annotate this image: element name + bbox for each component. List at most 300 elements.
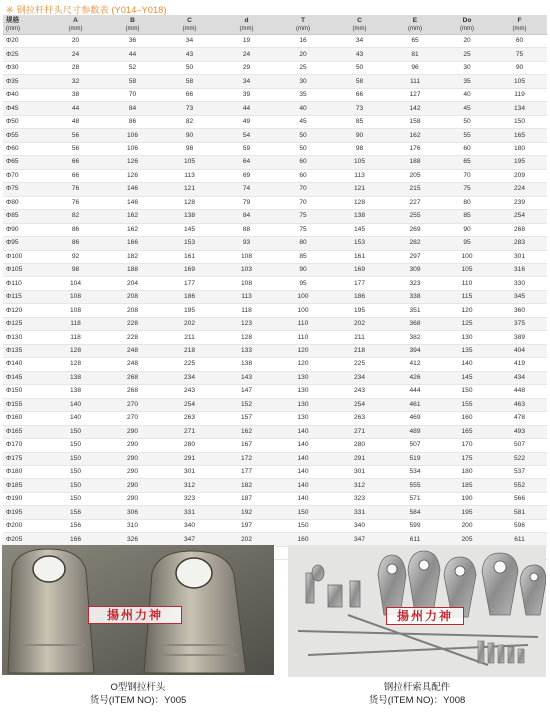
table-cell: 218 [161,344,218,357]
column-header-unit: (mm) [512,25,527,32]
table-cell: 50 [442,115,492,128]
table-cell: 360 [492,304,547,317]
table-cell: 555 [388,479,442,492]
table-row [3,115,547,128]
table-cell: 75 [442,183,492,196]
table-cell: 150 [47,466,104,479]
table-cell: 118 [218,304,275,317]
table-cell: 596 [492,519,547,532]
column-header [161,15,218,35]
table-cell: 59 [218,142,275,155]
column-header-name: B [130,16,135,24]
table-row [3,344,547,357]
table-cell: 271 [161,425,218,438]
column-header [388,15,442,35]
table-cell: 268 [104,371,161,384]
table-cell: 175 [442,452,492,465]
table-cell: 143 [218,371,275,384]
table-cell: 35 [442,75,492,88]
table-cell: 66 [161,88,218,101]
table-cell: 224 [492,183,547,196]
table-cell: 70 [442,169,492,182]
table-cell: 188 [104,263,161,276]
table-cell: 44 [218,102,275,115]
table-cell: 310 [104,519,161,532]
table-cell: 58 [161,75,218,88]
table-cell: 340 [331,519,388,532]
table-cell: 138 [331,210,388,223]
column-header [331,15,388,35]
column-header-name: 规格 [6,16,20,24]
table-cell: 254 [492,210,547,223]
table-cell: 70 [275,196,331,209]
spec-table-body [3,35,547,560]
table-cell: 160 [442,412,492,425]
table-cell: 243 [161,385,218,398]
table-cell: 534 [388,466,442,479]
table-cell: 55 [442,129,492,142]
table-cell: 170 [442,439,492,452]
table-cell: 70 [104,88,161,101]
table-cell: 161 [331,250,388,263]
spec-size-cell: Φ130 [3,331,47,344]
spec-size-cell: Φ50 [3,115,47,128]
table-cell: 130 [275,412,331,425]
table-cell: 290 [104,452,161,465]
table-cell: 119 [492,88,547,101]
table-cell: 268 [104,385,161,398]
table-cell: 65 [388,35,442,48]
table-cell: 85 [442,210,492,223]
table-cell: 48 [47,115,104,128]
table-cell: 162 [104,210,161,223]
table-row [3,129,547,142]
table-cell: 167 [218,439,275,452]
table-cell: 104 [47,277,104,290]
table-cell: 208 [104,290,161,303]
product-item-number: 货号(ITEM NO)：Y005 [89,695,187,706]
table-cell: 331 [161,506,218,519]
table-cell: 106 [104,129,161,142]
table-cell: 44 [104,48,161,61]
table-cell: 205 [388,169,442,182]
table-cell: 270 [104,412,161,425]
table-title-text: 钢拉杆杆头尺寸参数表 (Y014–Y018) [16,5,167,15]
table-cell: 138 [161,210,218,223]
table-cell: 127 [388,88,442,101]
spec-size-cell: Φ110 [3,277,47,290]
table-cell: 58 [104,75,161,88]
table-cell: 312 [161,479,218,492]
table-cell: 297 [388,250,442,263]
table-cell: 283 [492,237,547,250]
column-header-unit: (mm) [68,25,83,32]
table-cell: 301 [161,466,218,479]
table-cell: 291 [331,452,388,465]
table-cell: 507 [492,439,547,452]
table-cell: 108 [218,277,275,290]
table-cell: 25 [275,61,331,74]
table-cell: 434 [492,371,547,384]
spec-size-cell: Φ60 [3,142,47,155]
table-row [3,210,547,223]
table-cell: 290 [104,439,161,452]
spec-size-cell: Φ125 [3,317,47,330]
spec-size-cell: Φ165 [3,425,47,438]
spec-size-cell: Φ135 [3,344,47,357]
table-cell: 176 [388,142,442,155]
table-cell: 340 [161,519,218,532]
spec-size-cell: Φ40 [3,88,47,101]
table-cell: 100 [442,250,492,263]
table-cell: 211 [331,331,388,344]
table-cell: 599 [388,519,442,532]
table-cell: 134 [492,102,547,115]
table-row [3,75,547,88]
table-cell: 25 [442,48,492,61]
spec-size-cell: Φ155 [3,398,47,411]
table-cell: 186 [331,290,388,303]
spec-size-cell: Φ170 [3,439,47,452]
table-cell: 90 [331,129,388,142]
table-cell: 519 [388,452,442,465]
spec-size-cell: Φ115 [3,290,47,303]
table-cell: 130 [275,398,331,411]
column-header-name: C [357,16,362,24]
table-cell: 169 [161,263,218,276]
table-cell: 40 [275,102,331,115]
table-cell: 571 [388,492,442,505]
reference-mark: ※ [6,5,14,15]
table-cell: 60 [275,156,331,169]
table-cell: 138 [47,371,104,384]
table-cell: 218 [331,344,388,357]
table-cell: 338 [388,290,442,303]
table-cell: 120 [442,304,492,317]
table-cell: 419 [492,358,547,371]
table-cell: 248 [104,358,161,371]
table-cell: 382 [388,331,442,344]
table-cell: 243 [331,385,388,398]
table-cell: 581 [492,506,547,519]
table-row [3,156,547,169]
table-cell: 211 [161,331,218,344]
table-cell: 105 [492,75,547,88]
table-cell: 135 [442,344,492,357]
spec-size-cell: Φ200 [3,519,47,532]
table-cell: 90 [275,263,331,276]
table-cell: 552 [492,479,547,492]
column-header [492,15,547,35]
spec-size-cell: Φ35 [3,75,47,88]
table-row [3,223,547,236]
table-cell: 128 [218,331,275,344]
table-cell: 186 [161,290,218,303]
table-cell: 165 [442,425,492,438]
table-cell: 75 [275,210,331,223]
spec-size-cell: Φ80 [3,196,47,209]
table-cell: 150 [442,385,492,398]
table-cell: 108 [47,304,104,317]
table-cell: 157 [218,412,275,425]
table-cell: 140 [442,358,492,371]
table-cell: 195 [442,506,492,519]
table-cell: 79 [218,196,275,209]
table-cell: 29 [218,61,275,74]
table-cell: 36 [104,35,161,48]
table-cell: 74 [218,183,275,196]
table-cell: 180 [442,466,492,479]
table-cell: 150 [47,452,104,465]
column-header [442,15,492,35]
table-cell: 312 [331,479,388,492]
table-cell: 30 [442,61,492,74]
table-cell: 150 [47,492,104,505]
table-cell: 522 [492,452,547,465]
table-cell: 478 [492,412,547,425]
table-cell: 60 [492,35,547,48]
table-cell: 301 [492,250,547,263]
table-cell: 228 [104,317,161,330]
table-cell: 155 [442,398,492,411]
table-cell: 86 [47,237,104,250]
spec-size-cell: Φ120 [3,304,47,317]
column-header-name: T [300,16,306,24]
table-cell: 20 [275,48,331,61]
spec-size-cell: Φ175 [3,452,47,465]
table-row [3,439,547,452]
table-cell: 182 [104,250,161,263]
table-cell: 192 [218,506,275,519]
table-row [3,102,547,115]
table-cell: 345 [492,290,547,303]
table-cell: 269 [388,223,442,236]
column-header-unit: (mm) [460,25,474,32]
table-cell: 351 [388,304,442,317]
table-cell: 86 [47,223,104,236]
table-cell: 188 [388,156,442,169]
column-header [275,15,331,35]
table-cell: 35 [275,88,331,101]
table-cell: 56 [47,142,104,155]
table-row [3,425,547,438]
table-cell: 45 [442,102,492,115]
table-cell: 145 [331,223,388,236]
table-row [3,412,547,425]
table-cell: 202 [218,533,275,546]
table-row [3,263,547,276]
table-cell: 92 [47,250,104,263]
table-cell: 39 [218,88,275,101]
table-cell: 121 [331,183,388,196]
table-cell: 76 [47,196,104,209]
table-cell: 16 [275,35,331,48]
table-cell: 368 [388,317,442,330]
table-row [3,237,547,250]
table-cell: 169 [331,263,388,276]
table-cell: 130 [442,331,492,344]
table-cell: 90 [492,61,547,74]
table-cell: 50 [275,129,331,142]
table-cell: 80 [442,196,492,209]
table-cell: 316 [492,263,547,276]
column-header-name: A [73,16,78,24]
table-row [3,196,547,209]
table-cell: 150 [47,479,104,492]
table-cell: 140 [47,412,104,425]
column-header-name: E [412,16,418,24]
table-cell: 105 [161,156,218,169]
spec-size-cell: Φ90 [3,223,47,236]
table-row [3,142,547,155]
table-cell: 30 [275,75,331,88]
table-cell: 166 [104,237,161,250]
table-cell: 145 [161,223,218,236]
table-cell: 113 [331,169,388,182]
table-cell: 153 [331,237,388,250]
product-name: O型钢拉杆头 [110,682,166,693]
table-row [3,317,547,330]
column-header-unit: (mm) [239,25,254,32]
table-cell: 115 [442,290,492,303]
table-cell: 100 [275,304,331,317]
spec-size-cell: Φ160 [3,412,47,425]
table-cell: 24 [47,48,104,61]
table-cell: 100 [275,290,331,303]
table-cell: 375 [492,317,547,330]
table-cell: 347 [331,533,388,546]
table-cell: 323 [388,277,442,290]
table-cell: 130 [275,385,331,398]
table-cell: 38 [47,88,104,101]
table-cell: 255 [388,210,442,223]
table-cell: 200 [442,519,492,532]
table-cell: 271 [331,425,388,438]
table-cell: 85 [331,115,388,128]
table-cell: 93 [218,237,275,250]
table-cell: 248 [104,344,161,357]
table-cell: 54 [218,129,275,142]
table-cell: 113 [161,169,218,182]
table-cell: 404 [492,344,547,357]
table-cell: 195 [161,304,218,317]
table-cell: 140 [275,425,331,438]
table-cell: 195 [492,156,547,169]
table-row [3,398,547,411]
spec-size-cell: Φ70 [3,169,47,182]
table-cell: 20 [47,35,104,48]
table-cell: 121 [161,183,218,196]
spec-size-cell: Φ100 [3,250,47,263]
table-cell: 84 [104,102,161,115]
table-cell: 108 [47,290,104,303]
table-cell: 234 [331,371,388,384]
table-cell: 103 [218,263,275,276]
table-cell: 185 [442,479,492,492]
table-cell: 146 [104,196,161,209]
table-row [3,250,547,263]
o-type-rod-head-photo [2,545,274,675]
table-cell: 197 [218,519,275,532]
table-cell: 239 [492,196,547,209]
spec-size-cell: Φ180 [3,466,47,479]
table-cell: 394 [388,344,442,357]
column-header-name: Do [462,16,472,24]
table-cell: 537 [492,466,547,479]
spec-size-cell: Φ55 [3,129,47,142]
table-cell: 160 [275,533,331,546]
table-cell: 118 [47,317,104,330]
table-cell: 190 [442,492,492,505]
spec-table [3,15,547,560]
table-cell: 195 [331,304,388,317]
table-cell: 228 [104,331,161,344]
table-cell: 123 [218,317,275,330]
table-cell: 50 [275,142,331,155]
table-cell: 60 [442,142,492,155]
table-cell: 43 [331,48,388,61]
table-cell: 56 [47,129,104,142]
table-cell: 389 [492,331,547,344]
table-cell: 208 [104,304,161,317]
table-cell: 291 [161,452,218,465]
table-cell: 166 [47,533,104,546]
table-cell: 202 [161,317,218,330]
spec-size-cell: Φ25 [3,48,47,61]
product-caption-y008 [288,681,546,707]
table-row [3,304,547,317]
table-cell: 209 [492,169,547,182]
table-row [3,371,547,384]
table-cell: 66 [47,169,104,182]
table-cell: 90 [442,223,492,236]
header-row [3,15,547,35]
table-cell: 45 [275,115,331,128]
table-cell: 138 [47,385,104,398]
table-cell: 156 [47,519,104,532]
table-cell: 84 [218,210,275,223]
table-cell: 205 [442,533,492,546]
table-cell: 96 [388,61,442,74]
table-cell: 105 [331,156,388,169]
table-cell: 110 [275,317,331,330]
table-cell: 461 [388,398,442,411]
column-header-unit: (mm) [6,25,20,32]
table-cell: 90 [161,129,218,142]
table-cell: 140 [275,452,331,465]
table-cell: 306 [104,506,161,519]
table-cell: 172 [218,452,275,465]
table-cell: 88 [218,223,275,236]
table-cell: 110 [442,277,492,290]
table-row [3,358,547,371]
table-cell: 125 [442,317,492,330]
table-row [3,48,547,61]
table-cell: 150 [275,506,331,519]
table-cell: 301 [331,466,388,479]
table-cell: 34 [331,35,388,48]
table-cell: 113 [218,290,275,303]
table-row [3,290,547,303]
table-cell: 147 [218,385,275,398]
table-cell: 60 [275,169,331,182]
table-cell: 73 [161,102,218,115]
table-cell: 566 [492,492,547,505]
table-cell: 158 [388,115,442,128]
spec-size-cell: Φ195 [3,506,47,519]
table-cell: 263 [331,412,388,425]
table-cell: 108 [218,250,275,263]
